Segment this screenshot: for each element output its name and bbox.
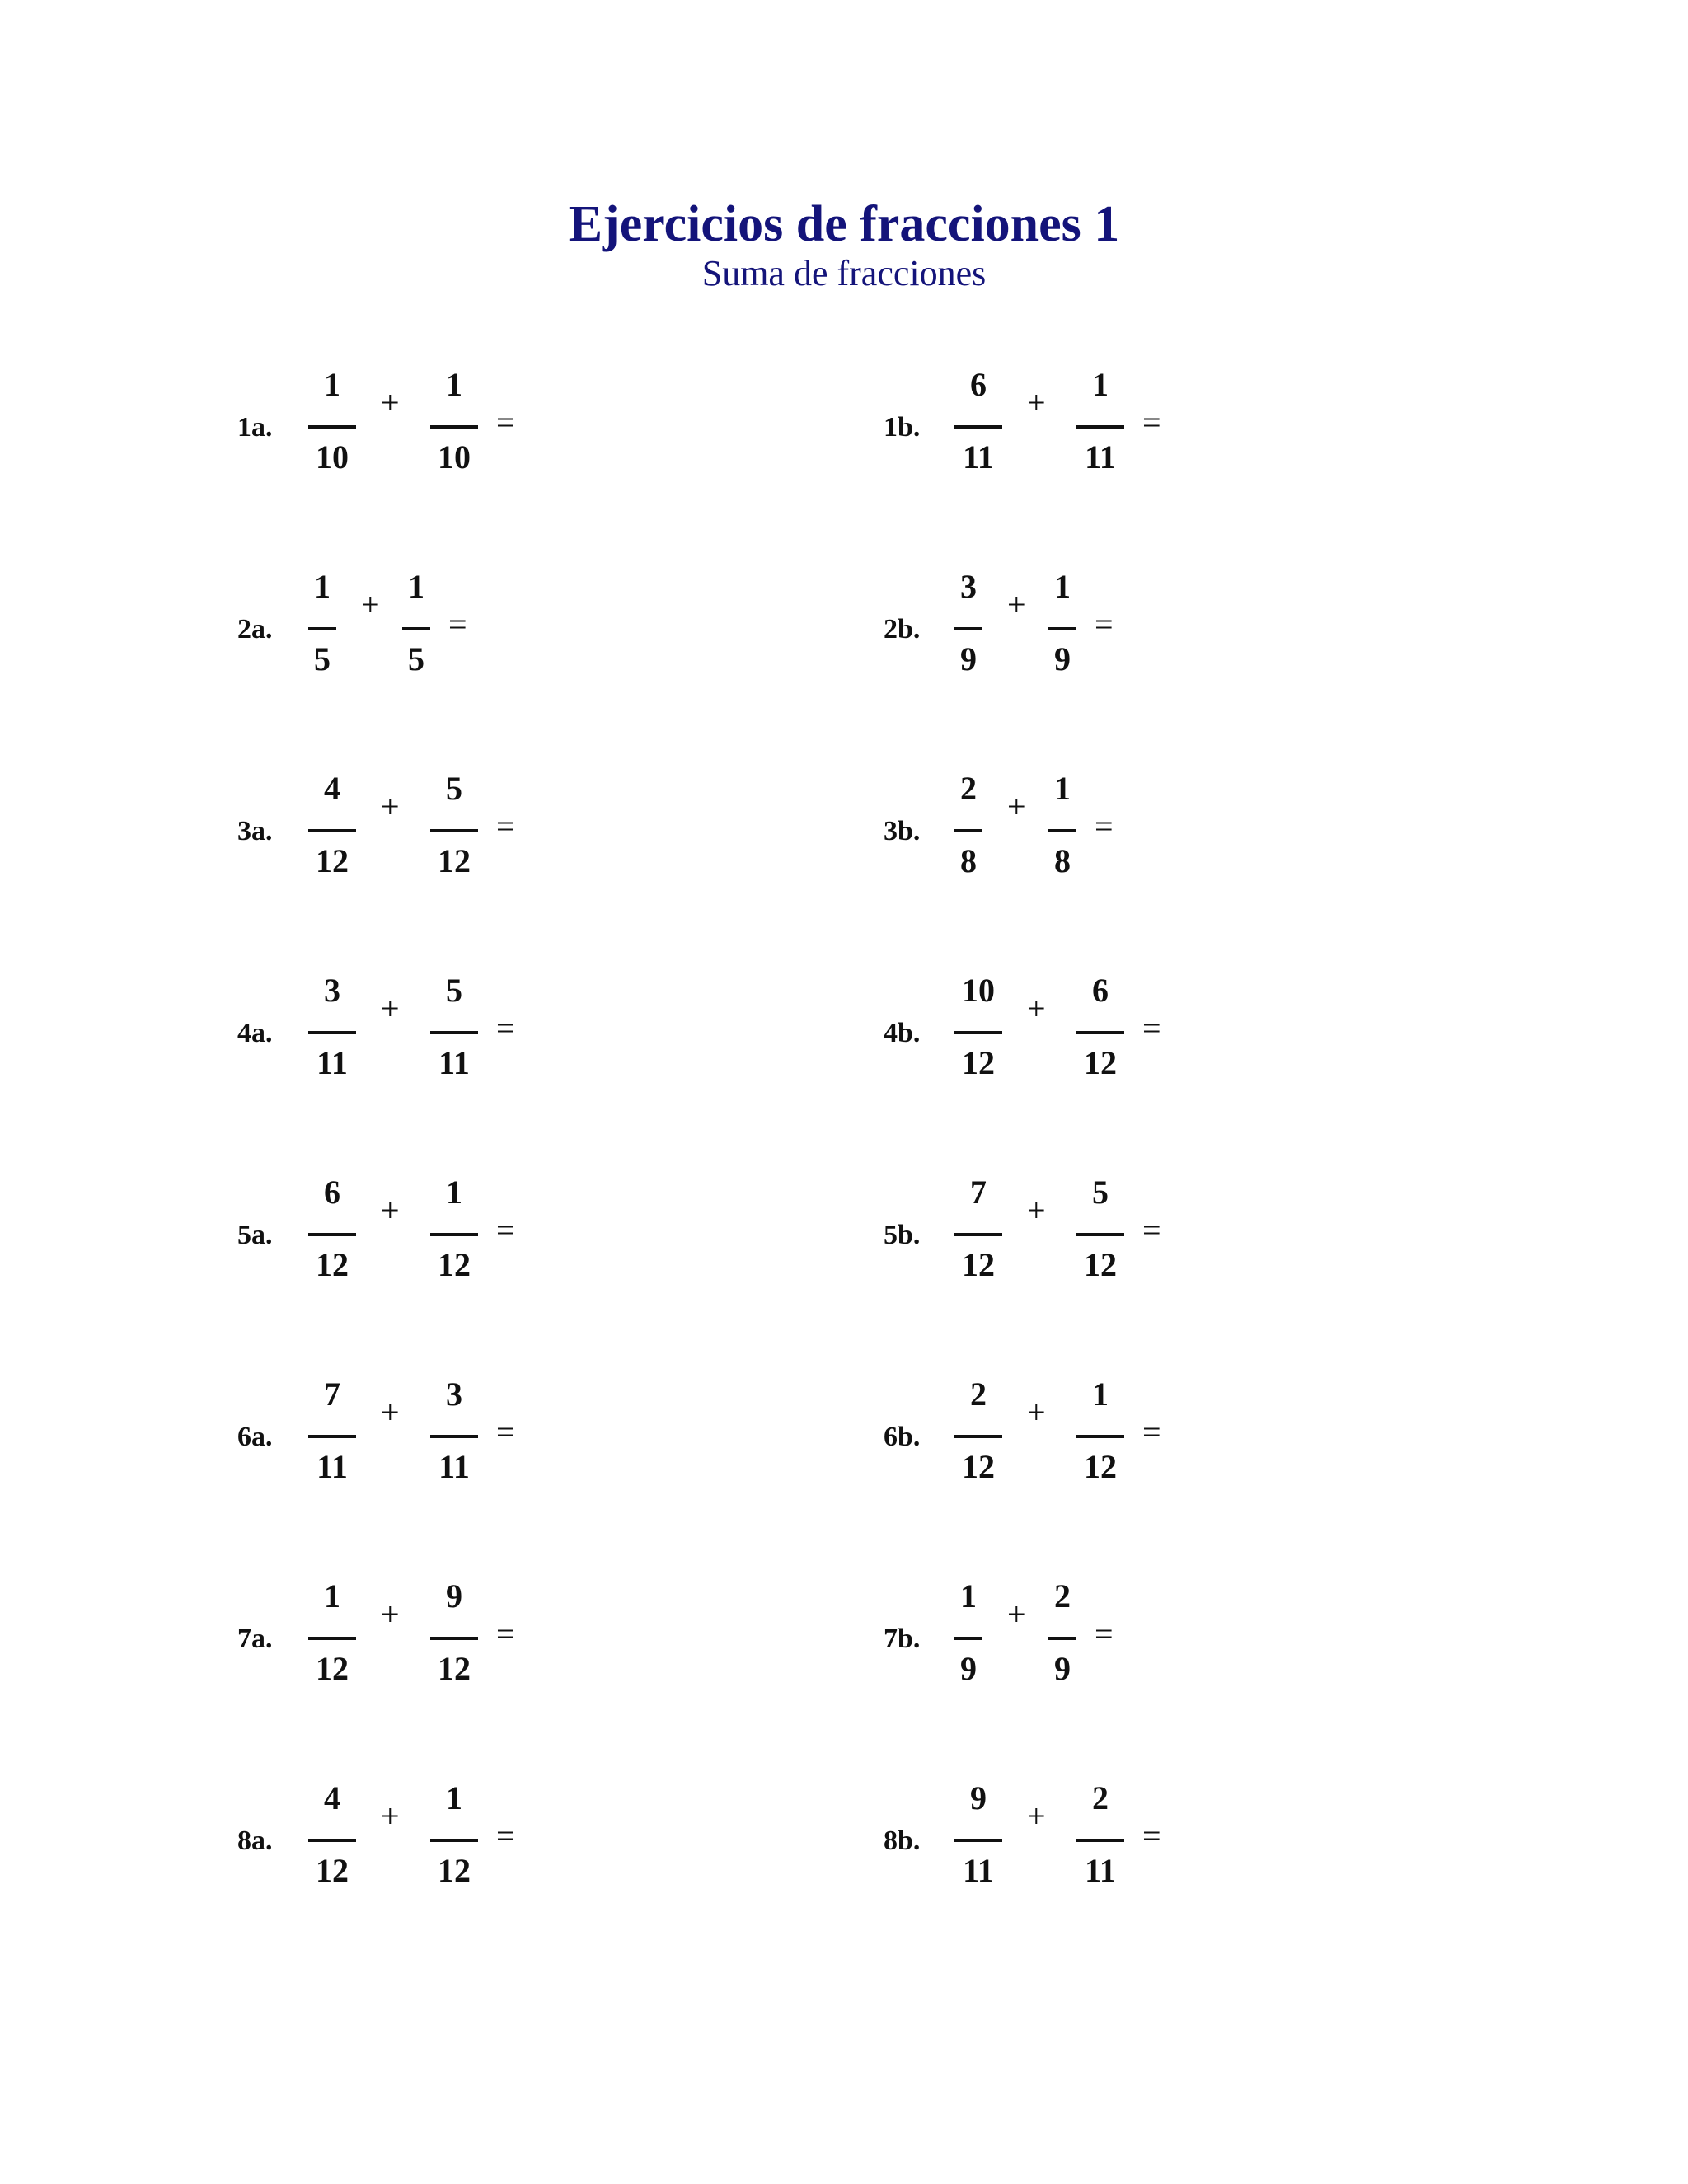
second-fraction [402, 568, 430, 683]
denominator: 9 [1054, 640, 1071, 677]
fraction-bar [954, 829, 982, 832]
second-fraction [1076, 972, 1124, 1087]
exercise-item [884, 1174, 1510, 1305]
numerator: 1 [446, 1779, 462, 1816]
fraction-bar [308, 1233, 356, 1236]
first-fraction [954, 1376, 1002, 1491]
plus-sign: + [1007, 586, 1026, 623]
denominator: 12 [962, 1448, 995, 1485]
first-fraction [954, 366, 1002, 481]
second-fraction [430, 1174, 478, 1289]
equals-sign: = [496, 808, 515, 845]
denominator: 9 [960, 640, 977, 677]
first-fraction [308, 366, 356, 481]
numerator: 1 [314, 568, 331, 605]
exercise-item [237, 1174, 864, 1305]
first-fraction [954, 1577, 982, 1693]
first-fraction [308, 1779, 356, 1895]
equals-sign: = [496, 404, 515, 441]
exercise-label: 4b. [884, 1018, 921, 1048]
exercise-label: 6b. [884, 1422, 921, 1452]
equals-sign: = [496, 1615, 515, 1652]
denominator: 12 [962, 1246, 995, 1283]
second-fraction [430, 1376, 478, 1491]
exercise-item [237, 972, 864, 1104]
denominator: 11 [438, 1448, 470, 1485]
fraction-bar [308, 1839, 356, 1842]
fraction-bar [308, 627, 336, 630]
equals-sign: = [1142, 404, 1161, 441]
exercise-label: 8b. [884, 1825, 921, 1856]
first-fraction [308, 770, 356, 885]
fraction-bar [954, 1839, 1002, 1842]
plus-sign: + [381, 1596, 400, 1633]
fraction-bar [1076, 1435, 1124, 1438]
first-fraction [308, 1174, 356, 1289]
equals-sign: = [1095, 606, 1114, 643]
numerator: 9 [970, 1779, 987, 1816]
first-fraction [308, 568, 336, 683]
fraction-bar [430, 829, 478, 832]
exercise-label: 7a. [237, 1624, 273, 1654]
second-fraction [430, 770, 478, 885]
fraction-bar [430, 1435, 478, 1438]
fraction-bar [308, 1031, 356, 1034]
numerator: 4 [324, 770, 340, 807]
second-fraction [1076, 1779, 1124, 1895]
numerator: 9 [446, 1577, 462, 1615]
exercise-item [884, 366, 1510, 498]
exercise-item [237, 770, 864, 902]
exercise-label: 6a. [237, 1422, 273, 1452]
equals-sign: = [496, 1817, 515, 1854]
numerator: 3 [960, 568, 977, 605]
numerator: 1 [1092, 1376, 1109, 1413]
exercise-item [884, 1376, 1510, 1507]
fraction-bar [954, 1435, 1002, 1438]
numerator: 6 [324, 1174, 340, 1211]
denominator: 11 [316, 1044, 348, 1081]
denominator: 11 [316, 1448, 348, 1485]
equals-sign: = [1095, 808, 1114, 845]
second-fraction [1048, 770, 1076, 885]
exercise-label: 5a. [237, 1220, 273, 1250]
numerator: 1 [324, 366, 340, 403]
denominator: 11 [963, 1852, 994, 1889]
first-fraction [954, 568, 982, 683]
numerator: 3 [446, 1376, 462, 1413]
exercise-item [237, 366, 864, 498]
fraction-bar [430, 1031, 478, 1034]
denominator: 12 [438, 842, 471, 879]
denominator: 10 [438, 438, 471, 476]
fraction-bar [1048, 1637, 1076, 1640]
equals-sign: = [1095, 1615, 1114, 1652]
equals-sign: = [496, 1212, 515, 1249]
equals-sign: = [496, 1413, 515, 1451]
plus-sign: + [381, 1797, 400, 1835]
second-fraction [430, 366, 478, 481]
fraction-bar [430, 425, 478, 429]
first-fraction [308, 1577, 356, 1693]
numerator: 7 [970, 1174, 987, 1211]
second-fraction [1048, 568, 1076, 683]
fraction-bar [1076, 1839, 1124, 1842]
equals-sign: = [1142, 1212, 1161, 1249]
exercise-item [237, 1779, 864, 1911]
exercise-label: 1b. [884, 412, 921, 443]
numerator: 6 [970, 366, 987, 403]
numerator: 4 [324, 1779, 340, 1816]
numerator: 10 [962, 972, 995, 1009]
plus-sign: + [381, 788, 400, 825]
numerator: 1 [1054, 770, 1071, 807]
equals-sign: = [1142, 1010, 1161, 1047]
second-fraction [430, 1779, 478, 1895]
exercise-label: 1a. [237, 412, 273, 443]
exercise-label: 4a. [237, 1018, 273, 1048]
numerator: 1 [1092, 366, 1109, 403]
exercise-label: 5b. [884, 1220, 921, 1250]
plus-sign: + [1027, 990, 1046, 1027]
numerator: 1 [408, 568, 424, 605]
exercise-item [884, 568, 1510, 700]
fraction-bar [1076, 1233, 1124, 1236]
first-fraction [308, 972, 356, 1087]
fraction-bar [308, 829, 356, 832]
exercise-label: 3a. [237, 816, 273, 846]
denominator: 12 [438, 1852, 471, 1889]
second-fraction [1076, 1376, 1124, 1491]
fraction-bar [308, 1435, 356, 1438]
equals-sign: = [448, 606, 467, 643]
second-fraction [1048, 1577, 1076, 1693]
second-fraction [1076, 366, 1124, 481]
denominator: 12 [316, 842, 349, 879]
equals-sign: = [496, 1010, 515, 1047]
page-subtitle: Suma de fracciones [701, 253, 987, 293]
exercise-label: 7b. [884, 1624, 921, 1654]
denominator: 5 [408, 640, 424, 677]
denominator: 9 [1054, 1650, 1071, 1687]
exercise-item [884, 972, 1510, 1104]
denominator: 8 [1054, 842, 1071, 879]
fraction-bar [430, 1637, 478, 1640]
numerator: 2 [1092, 1779, 1109, 1816]
denominator: 11 [1085, 438, 1116, 476]
denominator: 12 [438, 1650, 471, 1687]
plus-sign: + [381, 1192, 400, 1229]
fraction-bar [954, 1233, 1002, 1236]
numerator: 2 [960, 770, 977, 807]
fraction-bar [1048, 829, 1076, 832]
numerator: 6 [1092, 972, 1109, 1009]
numerator: 7 [324, 1376, 340, 1413]
fraction-bar [954, 627, 982, 630]
fraction-bar [430, 1839, 478, 1842]
exercise-item [237, 1577, 864, 1709]
plus-sign: + [381, 384, 400, 421]
fraction-bar [308, 425, 356, 429]
exercise-item [884, 1779, 1510, 1911]
denominator: 9 [960, 1650, 977, 1687]
denominator: 12 [1084, 1246, 1117, 1283]
first-fraction [954, 770, 982, 885]
fraction-bar [954, 425, 1002, 429]
numerator: 3 [324, 972, 340, 1009]
fraction-bar [430, 1233, 478, 1236]
denominator: 11 [1085, 1852, 1116, 1889]
plus-sign: + [1007, 1596, 1026, 1633]
plus-sign: + [1007, 788, 1026, 825]
plus-sign: + [381, 990, 400, 1027]
plus-sign: + [1027, 1797, 1046, 1835]
denominator: 11 [963, 438, 994, 476]
fraction-bar [1076, 1031, 1124, 1034]
numerator: 5 [1092, 1174, 1109, 1211]
first-fraction [954, 972, 1002, 1087]
denominator: 12 [962, 1044, 995, 1081]
plus-sign: + [361, 586, 380, 623]
exercise-item [884, 1577, 1510, 1709]
denominator: 8 [960, 842, 977, 879]
fraction-bar [1076, 425, 1124, 429]
fraction-bar [402, 627, 430, 630]
exercise-item [237, 1376, 864, 1507]
denominator: 12 [316, 1650, 349, 1687]
first-fraction [308, 1376, 356, 1491]
denominator: 10 [316, 438, 349, 476]
numerator: 1 [1054, 568, 1071, 605]
numerator: 5 [446, 770, 462, 807]
denominator: 12 [1084, 1044, 1117, 1081]
plus-sign: + [1027, 1394, 1046, 1431]
exercise-item [237, 568, 864, 700]
fraction-bar [1048, 627, 1076, 630]
denominator: 11 [438, 1044, 470, 1081]
plus-sign: + [1027, 384, 1046, 421]
first-fraction [954, 1779, 1002, 1895]
denominator: 12 [316, 1852, 349, 1889]
numerator: 1 [446, 366, 462, 403]
denominator: 12 [438, 1246, 471, 1283]
numerator: 1 [446, 1174, 462, 1211]
denominator: 5 [314, 640, 331, 677]
equals-sign: = [1142, 1413, 1161, 1451]
denominator: 12 [316, 1246, 349, 1283]
exercise-label: 2a. [237, 614, 273, 644]
plus-sign: + [381, 1394, 400, 1431]
fraction-bar [308, 1637, 356, 1640]
numerator: 2 [970, 1376, 987, 1413]
page-title: Ejercicios de fracciones 1 [568, 196, 1120, 252]
second-fraction [1076, 1174, 1124, 1289]
numerator: 5 [446, 972, 462, 1009]
numerator: 2 [1054, 1577, 1071, 1615]
denominator: 12 [1084, 1448, 1117, 1485]
exercise-label: 2b. [884, 614, 921, 644]
numerator: 1 [960, 1577, 977, 1615]
fraction-bar [954, 1637, 982, 1640]
second-fraction [430, 1577, 478, 1693]
second-fraction [430, 972, 478, 1087]
numerator: 1 [324, 1577, 340, 1615]
fraction-bar [954, 1031, 1002, 1034]
plus-sign: + [1027, 1192, 1046, 1229]
exercise-label: 8a. [237, 1825, 273, 1856]
equals-sign: = [1142, 1817, 1161, 1854]
first-fraction [954, 1174, 1002, 1289]
exercise-item [884, 770, 1510, 902]
exercise-label: 3b. [884, 816, 921, 846]
